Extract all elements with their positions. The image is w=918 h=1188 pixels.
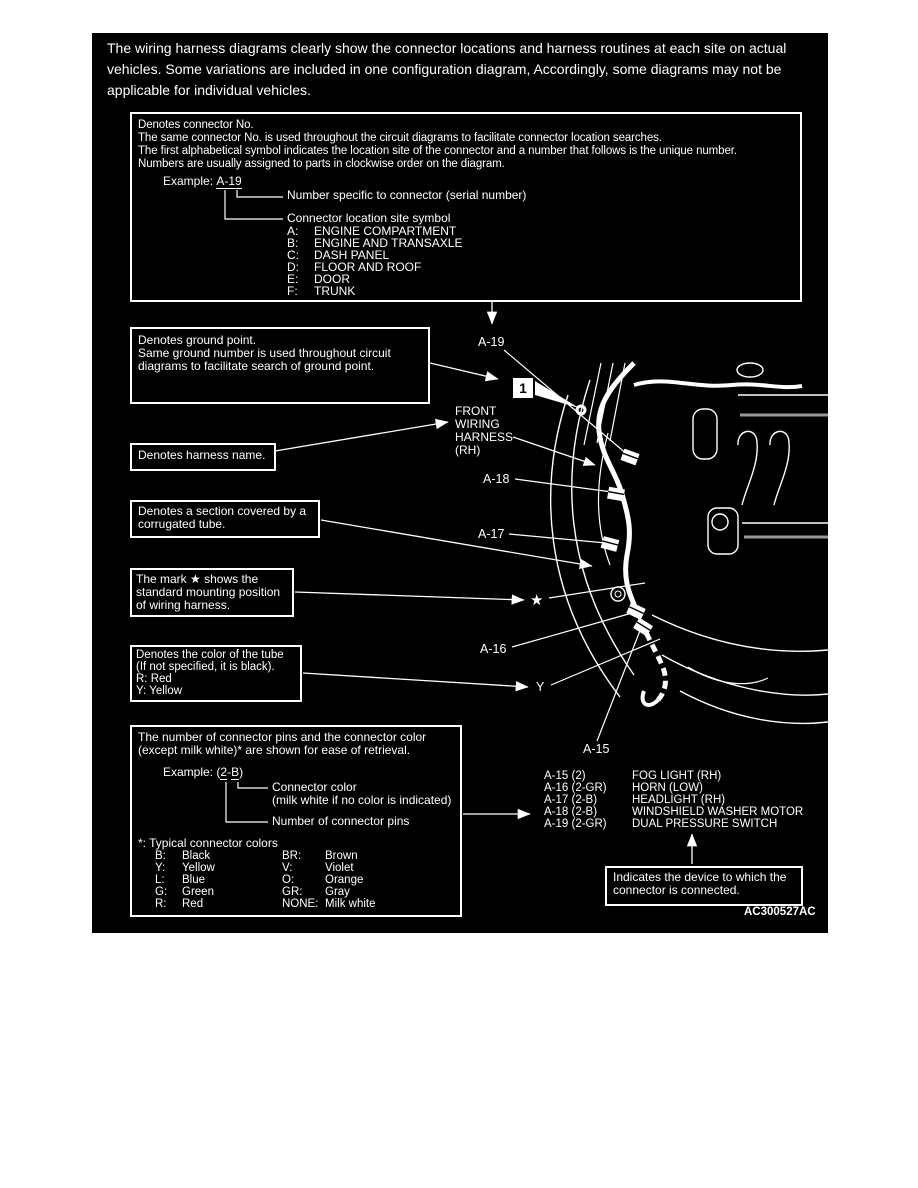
figure-code: AC300527AC [744, 906, 816, 918]
pins-box-line: (except milk white)* are shown for ease of retrieval. [138, 743, 411, 757]
connector-example: Example: A-19 [163, 174, 242, 188]
tube-color-line: Y: Yellow [136, 685, 183, 697]
ground-box-line: Same ground number is used throughout circuit [138, 346, 391, 360]
connector-label-a15: A-15 [583, 742, 610, 756]
star-box-line: of wiring harness. [136, 598, 231, 612]
pins-example: Example: (2-B) [163, 765, 244, 779]
front-harness-label-line: FRONT [455, 404, 497, 418]
ground-box-line: Denotes ground point. [138, 333, 257, 347]
intro-paragraph: The wiring harness diagrams clearly show the connector locations and harness routines at each site on actual vehicles. Some variations are included in one configuration diagram, Accordingly, some diagrams may not be applicable for individual vehicles. [107, 40, 787, 98]
connector-label-a17: A-17 [478, 527, 505, 541]
connector-no-line: Denotes connector No. [138, 119, 254, 131]
site-list-item: D: FLOOR AND ROOF [287, 260, 422, 274]
connector-list-row: A-18 (2-B) WINDSHIELD WASHER MOTOR [544, 806, 804, 818]
connector-no-line: The same connector No. is used throughout the circuit diagrams to facilitate connector location searches. [138, 132, 662, 144]
site-symbol-note: Connector location site symbol [287, 211, 451, 225]
pins-box-line: The number of connector pins and the connector color [138, 730, 427, 744]
connector-color-row: G: Green GR: Gray [155, 886, 350, 898]
star-box-line: standard mounting position [136, 585, 281, 599]
pins-example-count: 2 [220, 765, 228, 779]
tube-color-line: R: Red [136, 673, 172, 685]
site-list-item: B: ENGINE AND TRANSAXLE [287, 236, 463, 250]
diagram-panel [92, 33, 828, 933]
corrugated-box-line: corrugated tube. [138, 517, 226, 531]
star-box-line: The mark ★ shows the [136, 572, 259, 586]
connector-color-note-2: (milk white if no color is indicated) [272, 793, 452, 807]
site-list-item: F: TRUNK [287, 284, 356, 298]
ground-box-line: diagrams to facilitate search of ground point. [138, 359, 375, 373]
connector-color-row: B: Black BR: Brown [155, 850, 358, 862]
connector-color-note: Connector color [272, 780, 357, 794]
connector-list-row: A-17 (2-B) HEADLIGHT (RH) [544, 794, 726, 806]
indicates-box-line: Indicates the device to which the [613, 870, 787, 884]
connector-label-a18: A-18 [483, 472, 510, 486]
harness-name-box-text: Denotes harness name. [138, 448, 266, 462]
tube-color-y-label: Y [536, 680, 545, 694]
star-mark: ★ [530, 592, 544, 609]
front-harness-label-line: HARNESS [455, 430, 514, 444]
indicates-box-line: connector is connected. [613, 883, 740, 897]
connector-list-row: A-19 (2-GR) DUAL PRESSURE SWITCH [544, 818, 778, 830]
connector-list-row: A-15 (2) FOG LIGHT (RH) [544, 770, 722, 782]
connector-label-a16: A-16 [480, 642, 507, 656]
serial-number-note: Number specific to connector (serial number) [287, 188, 527, 202]
pin-count-note: Number of connector pins [272, 814, 410, 828]
connector-color-row: L: Blue O: Orange [155, 874, 364, 886]
connector-list-row: A-16 (2-GR) HORN (LOW) [544, 782, 703, 794]
site-list-item: C: DASH PANEL [287, 248, 390, 262]
pins-example-color: B [231, 765, 240, 779]
connector-no-line: The first alphabetical symbol indicates the location site of the connector and a number that follows is the unique number. [138, 145, 737, 157]
front-harness-label-line: WIRING [455, 417, 500, 431]
connector-example-value: A-19 [216, 174, 242, 188]
connector-label-a19: A-19 [478, 335, 505, 349]
connector-color-row: R: Red NONE: Milk white [155, 898, 376, 910]
front-harness-label-line: (RH) [455, 443, 481, 457]
tube-color-line: Denotes the color of the tube [136, 649, 284, 661]
corrugated-box-line: Denotes a section covered by a [138, 504, 307, 518]
site-list-item: E: DOOR [287, 272, 350, 286]
connector-colors-title: *: Typical connector colors [138, 836, 278, 850]
ground-marker: 1 [513, 378, 533, 398]
site-list-item: A: ENGINE COMPARTMENT [287, 224, 457, 238]
tube-color-line: (If not specified, it is black). [136, 661, 275, 673]
connector-no-line: Numbers are usually assigned to parts in clockwise order on the diagram. [138, 158, 505, 170]
connector-color-row: Y: Yellow V: Violet [155, 862, 354, 874]
